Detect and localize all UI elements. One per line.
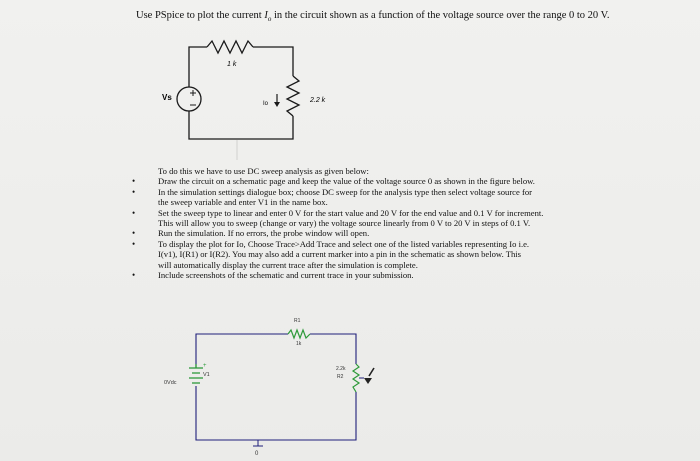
instruction-line: • Draw the circuit on a schematic page and keep the value of the voltage source 0 as shown in the figure below.: [132, 176, 535, 187]
heading-suffix: in the circuit shown as a function of the voltage source over the range 0 to 20 V.: [271, 10, 610, 21]
r1-label: 1 k: [227, 61, 237, 68]
circuit-wire-top-left: [189, 47, 207, 87]
schematic-wire-top-right: [310, 334, 356, 364]
pspice-schematic: [160, 312, 400, 458]
r2-label: 2.2 k: [310, 97, 326, 104]
ground-label: 0: [255, 451, 259, 457]
r2-resistor-zigzag: [287, 76, 299, 116]
instruction-line: To do this we have to use DC sweep analysis as given below:: [158, 166, 369, 176]
v1-name-label: V1: [203, 372, 210, 378]
circuit-diagram: [160, 36, 360, 161]
schematic-wire-bottom: [196, 386, 356, 440]
voltage-source-circle: [177, 87, 201, 111]
v1-value-label: 0Vdc: [164, 380, 177, 386]
instruction-line: • In the simulation settings dialogue box; choose DC sweep for the analysis type then select voltage source for: [132, 186, 532, 197]
instruction-line: I(v1), I(R1) or I(R2). You may also add a current marker into a pin in the schematic as shown below. This: [158, 249, 522, 260]
schematic-r1-resistor: [288, 330, 310, 338]
bullet-dot: •: [132, 228, 136, 239]
bullet-dot: •: [132, 238, 136, 249]
problem-heading: [136, 10, 609, 23]
instruction-line: will automatically display the current trace after the simulation is complete.: [158, 259, 418, 270]
instruction-line: • Run the simulation. If no errors, the probe window will open.: [132, 228, 370, 239]
schematic-r2-resistor: [353, 364, 359, 392]
r1-resistor-zigzag: [207, 41, 253, 53]
r2-name-label: R2: [337, 374, 344, 380]
instruction-line: This will allow you to sweep (change or vary) the voltage source linearly from 0 V to 20 V in steps of 0.1 V.: [158, 218, 531, 229]
current-marker-icon: [359, 368, 374, 384]
heading-current-sub: o: [267, 15, 272, 24]
circuit-wire-top-right: [253, 47, 293, 76]
instruction-line: • Include screenshots of the schematic and current trace in your submission.: [132, 270, 414, 281]
heading-current-symbol: I: [264, 10, 268, 21]
r2-value-label: 2.2k: [336, 366, 346, 372]
bullet-dot: •: [132, 176, 136, 187]
schematic-wire-top-left: [196, 334, 288, 368]
source-label: Vs: [162, 93, 172, 102]
instruction-list: [124, 166, 624, 280]
r1-name-label: R1: [294, 318, 301, 324]
bullet-dot: •: [132, 207, 136, 218]
instruction-line: the sweep variable and enter V1 in the name box.: [158, 197, 328, 208]
schematic-v1-source: [189, 364, 203, 383]
heading-prefix: Use PSpice to plot the current: [136, 10, 265, 21]
current-arrow: [274, 102, 280, 107]
bullet-dot: •: [132, 270, 136, 281]
instruction-line: • Set the sweep type to linear and enter 0 V for the start value and 20 V for the end value and 0.1 V for increment.: [132, 207, 544, 218]
circuit-wire-bottom: [189, 111, 293, 139]
current-label: Io: [263, 101, 269, 107]
svg-text:+: +: [203, 363, 207, 369]
instruction-line: • To display the plot for Io, Choose Trace>Add Trace and select one of the listed variables representing Io i.e.: [132, 238, 530, 249]
bullet-dot: •: [132, 186, 136, 197]
r1-value-label: 1k: [296, 341, 302, 347]
